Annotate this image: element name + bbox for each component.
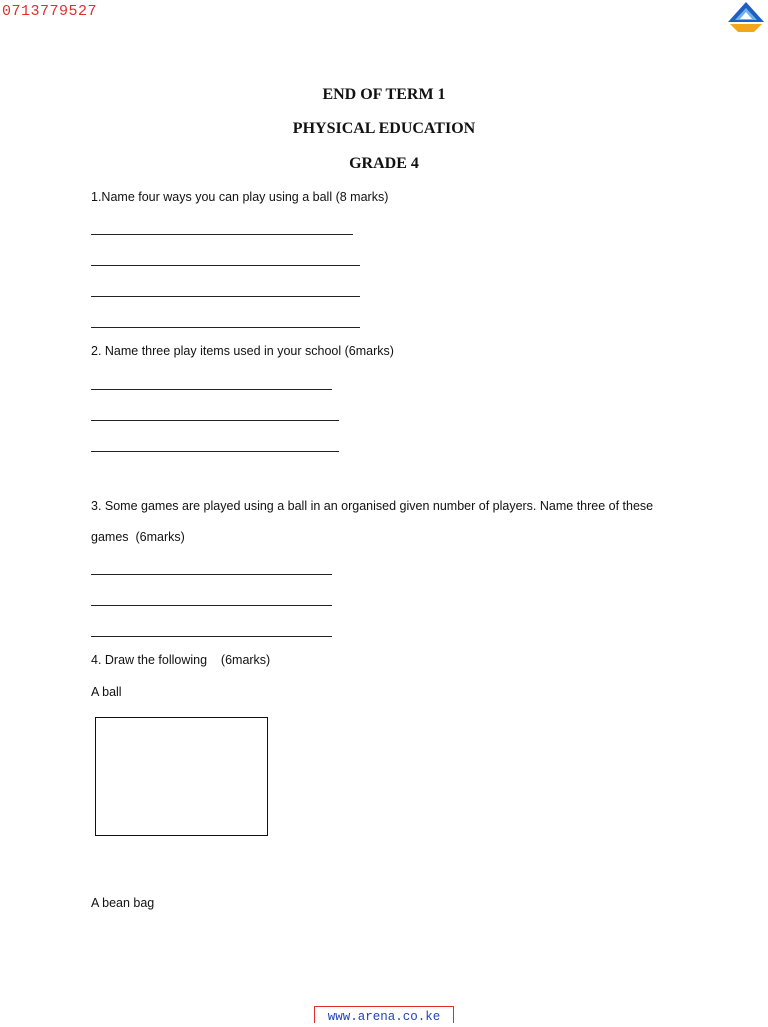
answer-line[interactable] bbox=[91, 574, 332, 575]
answer-line[interactable] bbox=[91, 327, 360, 328]
answer-line[interactable] bbox=[91, 636, 332, 637]
drawing-box-ball[interactable] bbox=[95, 717, 268, 836]
footer-website-link[interactable]: www.arena.co.ke bbox=[314, 1006, 454, 1023]
answer-line[interactable] bbox=[91, 605, 332, 606]
answer-line[interactable] bbox=[91, 265, 360, 266]
question-2: 2. Name three play items used in your school (6marks) bbox=[91, 344, 394, 358]
subject-title: PHYSICAL EDUCATION bbox=[292, 120, 476, 137]
answer-line[interactable] bbox=[91, 234, 353, 235]
answer-line[interactable] bbox=[91, 420, 339, 421]
draw-item-bean-bag-label: A bean bag bbox=[91, 896, 155, 910]
exam-title: END OF TERM 1 bbox=[322, 86, 446, 103]
arena-logo-icon bbox=[724, 0, 768, 36]
grade-title: GRADE 4 bbox=[349, 155, 419, 172]
question-1: 1.Name four ways you can play using a ball (8 marks) bbox=[91, 190, 389, 204]
answer-line[interactable] bbox=[91, 389, 332, 390]
answer-line[interactable] bbox=[91, 451, 339, 452]
question-3-line-2: games (6marks) bbox=[91, 530, 185, 544]
question-4: 4. Draw the following (6marks) bbox=[91, 653, 271, 667]
answer-line[interactable] bbox=[91, 296, 360, 297]
header-phone-number: 0713779527 bbox=[2, 3, 98, 20]
question-3-line-1: 3. Some games are played using a ball in an organised given number of players. Name three of these bbox=[91, 499, 654, 513]
draw-item-ball-label: A ball bbox=[91, 685, 122, 699]
